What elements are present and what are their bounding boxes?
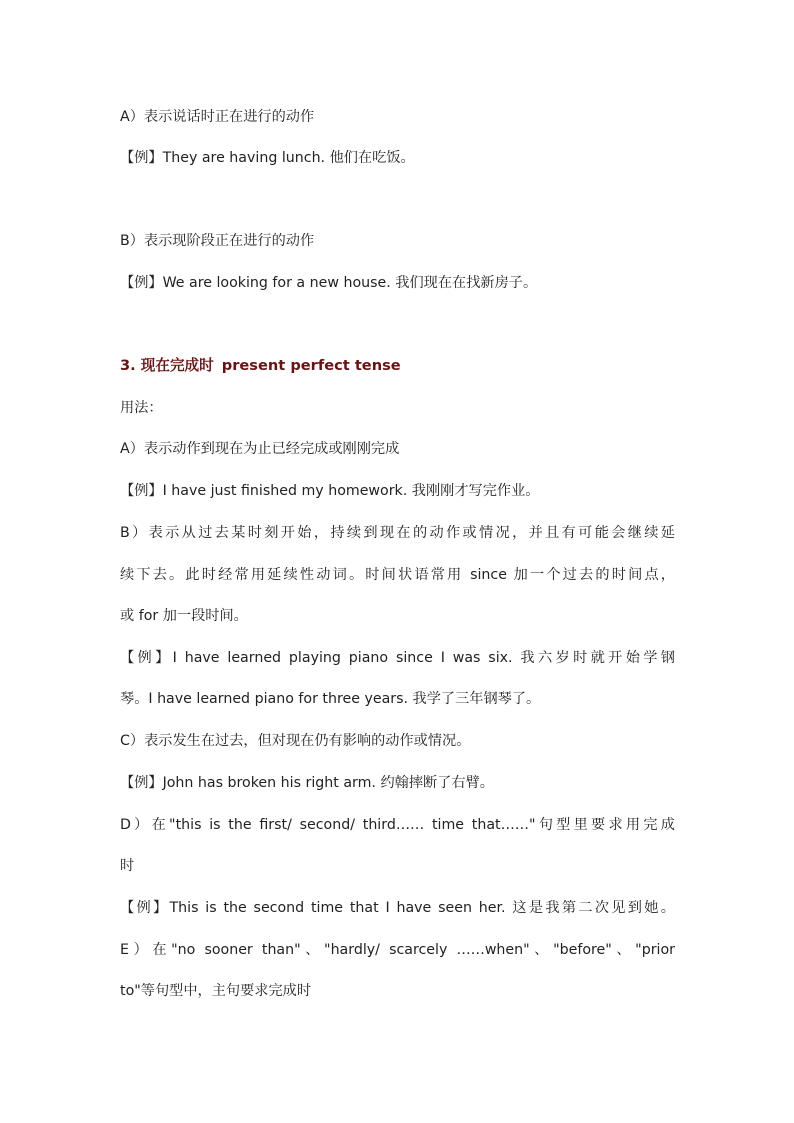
usage-b-line: B）表示从过去某时刻开始，持续到现在的动作或情况，并且有可能会继续延 (120, 525, 675, 541)
usage-e-line: to"等句型中，主句要求完成时 (120, 983, 312, 999)
usage-d-line: 时 (120, 858, 135, 874)
usage-label: 用法： (120, 400, 163, 416)
usage-a-line: A）表示动作到现在为止已经完成或刚刚完成 (120, 441, 400, 457)
example-line: 【例】This is the second time that I have seen her. 这是我第二次见到她。 (120, 900, 675, 916)
usage-c-line: C）表示发生在过去，但对现在仍有影响的动作或情况。 (120, 733, 471, 749)
usage-a-line: A）表示说话时正在进行的动作 (120, 109, 315, 125)
usage-b-line: 或 for 加一段时间。 (120, 608, 248, 624)
section-heading-en: present perfect tense (221, 357, 401, 374)
example-line: 琴。I have learned piano for three years. 我学了三年钢琴了。 (120, 691, 541, 707)
example-line: 【例】We are looking for a new house. 我们现在在找新房子。 (120, 275, 538, 291)
usage-b-line: 续下去。此时经常用延续性动词。时间状语常用 since 加一个过去的时间点， (120, 567, 675, 583)
example-line: 【例】I have just finished my homework. 我刚刚才写完作业。 (120, 483, 540, 499)
example-line: 【例】I have learned playing piano since I was six. 我六岁时就开始学钢 (120, 650, 675, 666)
example-line: 【例】They are having lunch. 他们在吃饭。 (120, 150, 415, 166)
section-heading-cn: 3. 现在完成时 (120, 357, 214, 374)
usage-b-line: B）表示现阶段正在进行的动作 (120, 233, 315, 249)
section-heading (120, 356, 675, 376)
example-line: 【例】John has broken his right arm. 约翰摔断了右臂。 (120, 775, 494, 791)
usage-d-line: D）在"this is the first/ second/ third…… time that……"句型里要求用完成 (120, 817, 675, 833)
usage-e-line: E）在"no sooner than"、"hardly/ scarcely ……when"、"before"、"prior (120, 942, 675, 958)
